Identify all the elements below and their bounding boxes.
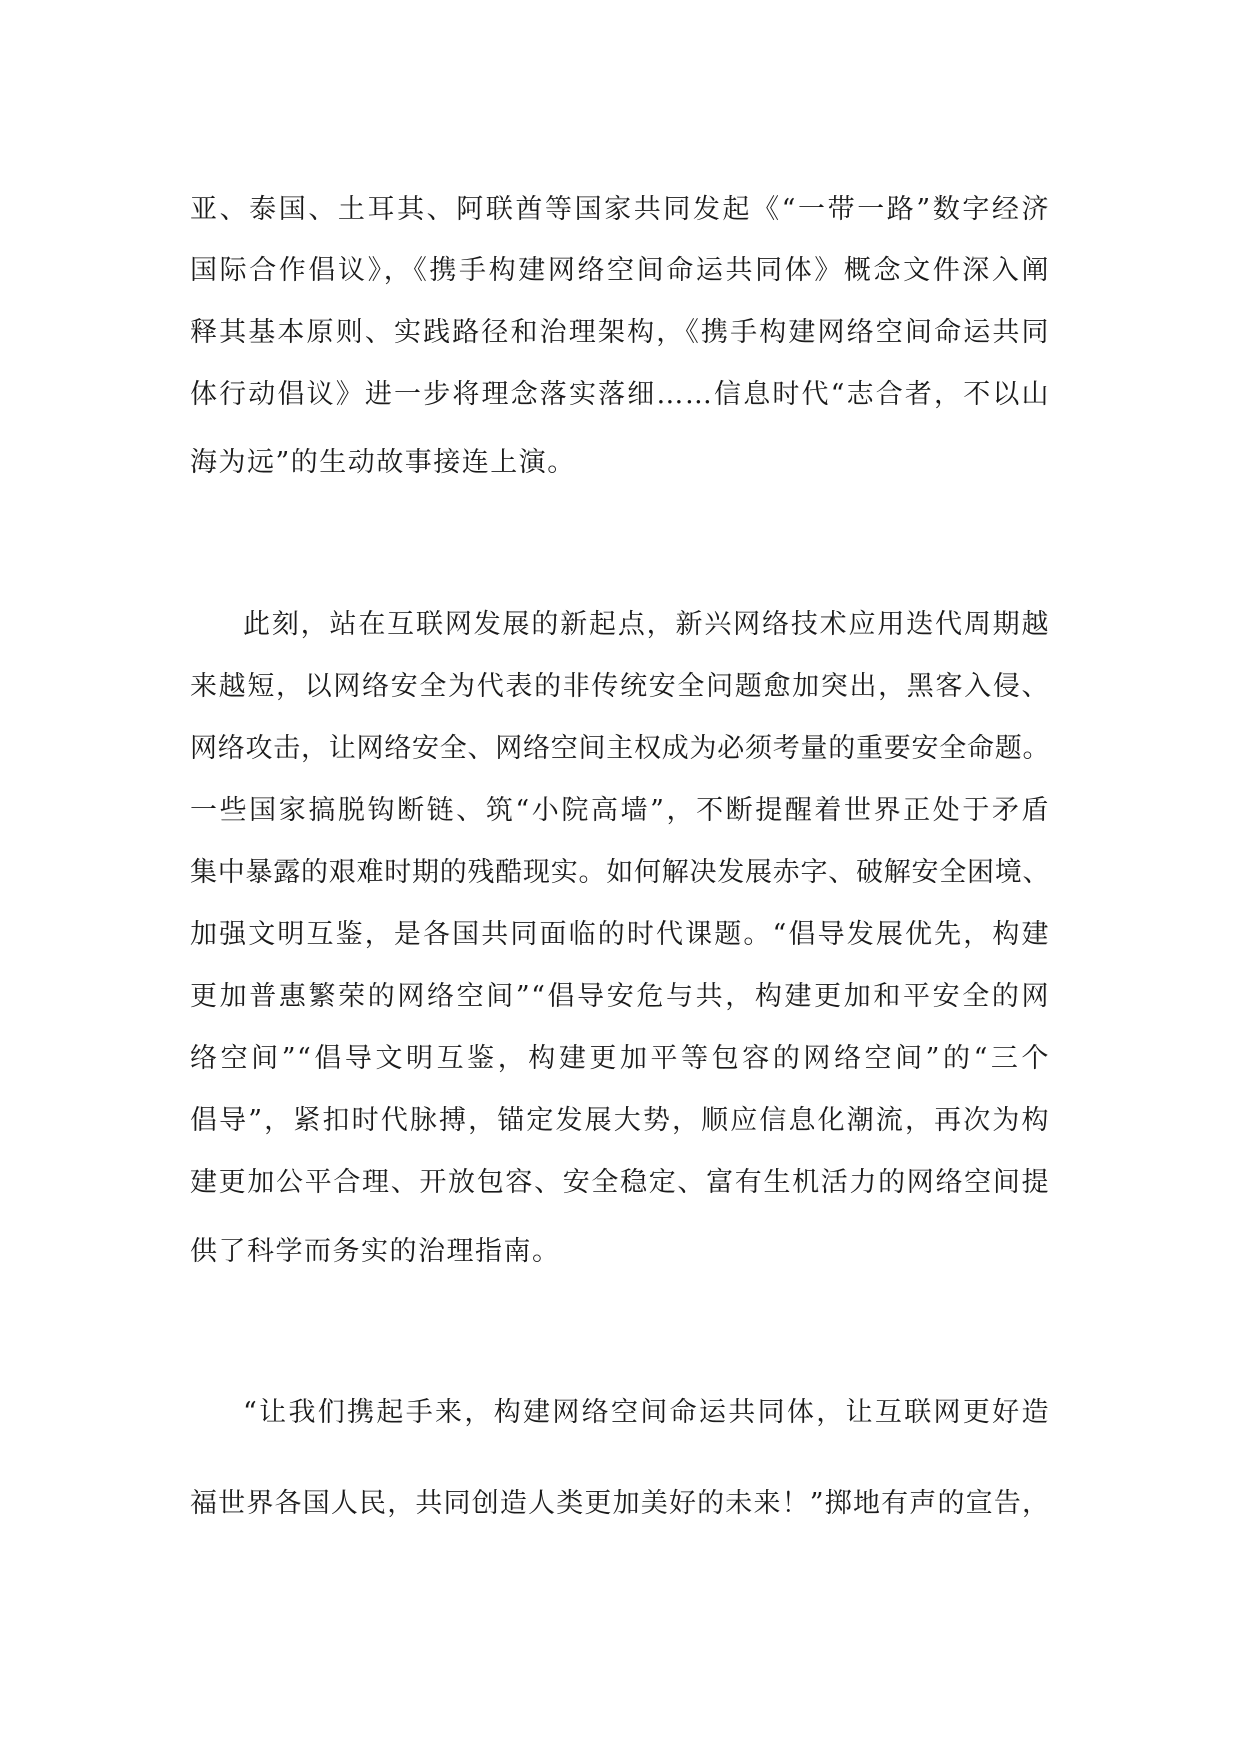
text-line: 集中暴露的艰难时期的残酷现实。如何解决发展赤字、破解安全困境、 — [190, 857, 1051, 888]
text-line: 释其基本原则、实践路径和治理架构，《携手构建网络空间命运共同 — [190, 317, 1050, 348]
text-line: 建更加公平合理、开放包容、安全稳定、富有生机活力的网络空间提 — [190, 1167, 1050, 1198]
text-line: 更加普惠繁荣的网络空间”“倡导安危与共，构建更加和平安全的网 — [190, 981, 1050, 1012]
text-line: “让我们携起手来，构建网络空间命运共同体，让互联网更好造 — [243, 1397, 1050, 1428]
text-line: 亚、泰国、土耳其、阿联酋等国家共同发起《“一带一路”数字经济 — [190, 194, 1050, 225]
text-line: 络空间”“倡导文明互鉴，构建更加平等包容的网络空间”的“三个 — [190, 1043, 1050, 1074]
text-line: 倡导”，紧扣时代脉搏，锚定发展大势，顺应信息化潮流，再次为构 — [190, 1105, 1050, 1136]
text-line: 供了科学而务实的治理指南。 — [190, 1236, 561, 1267]
text-line: 福世界各国人民，共同创造人类更加美好的未来！”掷地有声的宣告， — [190, 1488, 1050, 1519]
text-line: 来越短，以网络安全为代表的非传统安全问题愈加突出，黑客入侵、 — [190, 671, 1050, 702]
text-line: 网络攻击，让网络安全、网络空间主权成为必须考量的重要安全命题。 — [190, 733, 1051, 764]
text-line: 体行动倡议》进一步将理念落实落细……信息时代“志合者，不以山 — [190, 379, 1050, 410]
text-line: 此刻，站在互联网发展的新起点，新兴网络技术应用迭代周期越 — [243, 609, 1050, 640]
text-line: 加强文明互鉴，是各国共同面临的时代课题。“倡导发展优先，构建 — [190, 919, 1050, 950]
text-line: 国际合作倡议》，《携手构建网络空间命运共同体》概念文件深入阐 — [190, 255, 1050, 286]
text-line: 海为远”的生动故事接连上演。 — [190, 447, 576, 478]
text-line: 一些国家搞脱钩断链、筑“小院高墙”，不断提醒着世界正处于矛盾 — [190, 795, 1050, 826]
